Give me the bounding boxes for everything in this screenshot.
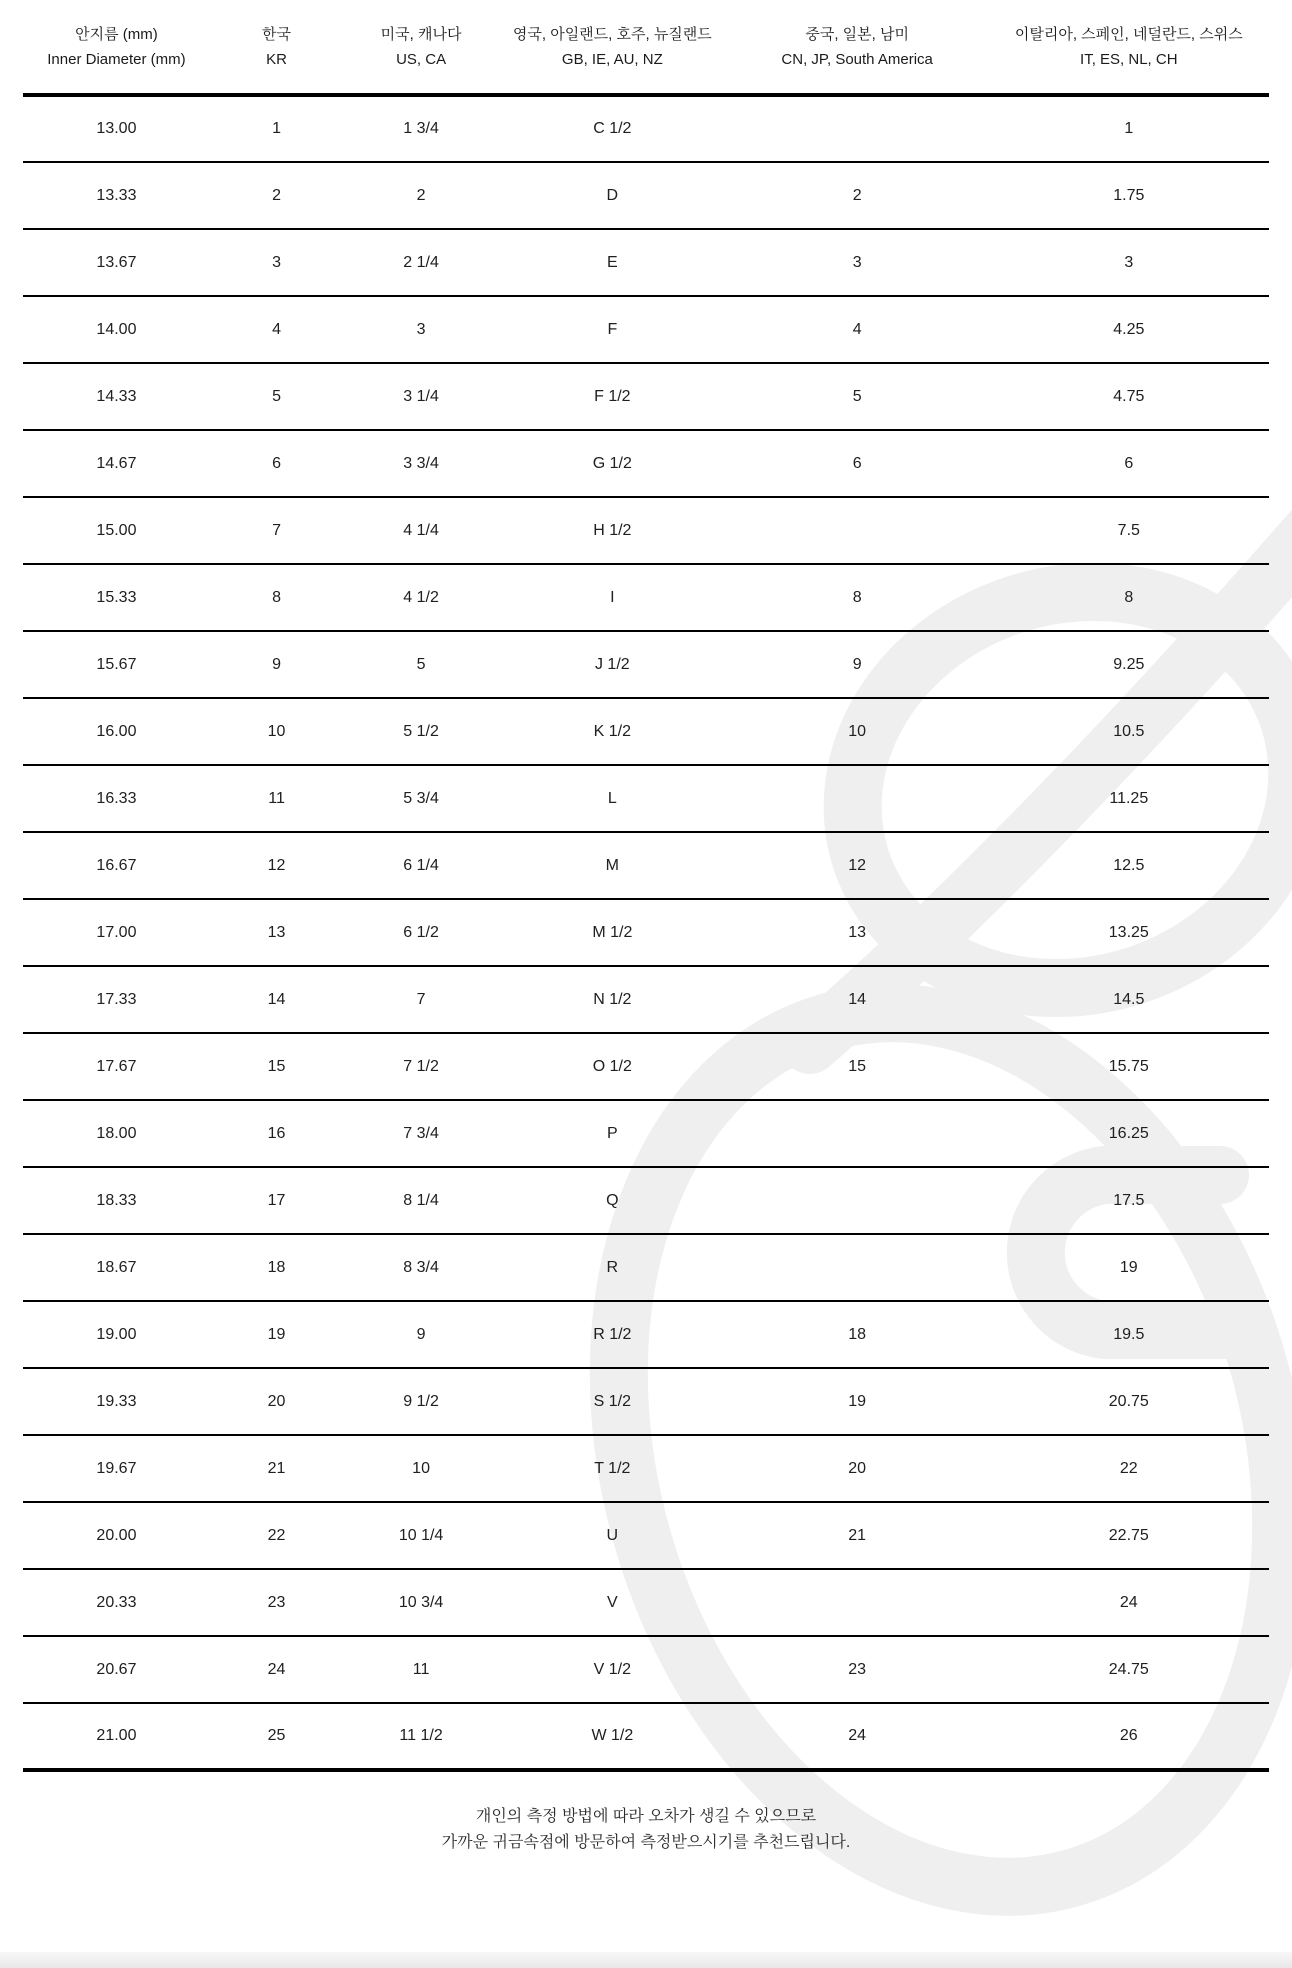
cell-it-es-nl-ch: 10.5 bbox=[1113, 722, 1145, 740]
column-header-cn-jp-sa bbox=[726, 0, 989, 95]
cell-cn-jp-sa: 4 bbox=[852, 320, 862, 338]
cell-kr: 24 bbox=[267, 1660, 286, 1678]
cell-kr: 3 bbox=[272, 253, 281, 271]
table-row bbox=[23, 1368, 1269, 1435]
cell-cn-jp-sa bbox=[726, 95, 989, 162]
table-row bbox=[23, 1502, 1269, 1569]
cell-cn-jp-sa: 23 bbox=[848, 1660, 867, 1678]
cell-diameter: 13.33 bbox=[96, 186, 137, 204]
cell-kr: 8 bbox=[272, 588, 281, 606]
cell-us-ca: 1 3/4 bbox=[403, 120, 439, 137]
cell-gb-ie-au-nz: H 1/2 bbox=[593, 521, 632, 539]
cell-it-es-nl-ch: 8 bbox=[1124, 588, 1134, 606]
cell-gb-ie-au-nz: E bbox=[607, 253, 618, 271]
cell-it-es-nl-ch: 4.75 bbox=[1113, 387, 1145, 405]
cell-us-ca: 11 1/2 bbox=[399, 1727, 443, 1744]
cell-kr: 7 bbox=[272, 521, 281, 539]
cell-kr: 22 bbox=[267, 1526, 286, 1544]
cell-cn-jp-sa: 12 bbox=[848, 856, 867, 874]
cell-us-ca: 3 1/4 bbox=[403, 387, 439, 405]
cell-gb-ie-au-nz: V 1/2 bbox=[593, 1660, 632, 1678]
cell-cn-jp-sa bbox=[726, 1167, 989, 1234]
cell-kr: 23 bbox=[267, 1593, 286, 1611]
cell-gb-ie-au-nz: D bbox=[606, 186, 619, 204]
cell-diameter: 17.00 bbox=[96, 923, 137, 941]
column-header-it-es-nl-ch bbox=[989, 0, 1269, 95]
table-row bbox=[23, 631, 1269, 698]
ring-size-table bbox=[23, 0, 1269, 1772]
cell-kr: 1 bbox=[272, 120, 281, 137]
cell-kr: 12 bbox=[267, 856, 286, 874]
cell-cn-jp-sa bbox=[726, 1234, 989, 1301]
cell-diameter: 18.33 bbox=[96, 1191, 137, 1209]
column-header-us-ca-line2: US, CA bbox=[396, 50, 447, 68]
cell-diameter: 14.33 bbox=[96, 387, 137, 405]
cell-cn-jp-sa bbox=[726, 1569, 989, 1636]
table-row bbox=[23, 430, 1269, 497]
column-header-us-ca bbox=[343, 0, 499, 95]
table-row bbox=[23, 1435, 1269, 1502]
cell-cn-jp-sa bbox=[726, 765, 989, 832]
cell-kr: 15 bbox=[267, 1057, 286, 1075]
cell-us-ca: 5 1/2 bbox=[403, 722, 439, 740]
table-row bbox=[23, 162, 1269, 229]
cell-cn-jp-sa: 15 bbox=[848, 1057, 867, 1075]
cell-diameter: 18.00 bbox=[96, 1124, 137, 1142]
bottom-strip bbox=[0, 1952, 1292, 1968]
column-header-diameter-line1: 안지름 (mm) bbox=[75, 25, 158, 43]
cell-diameter: 15.33 bbox=[96, 588, 137, 606]
cell-kr: 11 bbox=[268, 789, 285, 807]
cell-diameter: 19.00 bbox=[96, 1325, 137, 1343]
table-body bbox=[23, 95, 1269, 1770]
cell-diameter: 17.67 bbox=[96, 1057, 137, 1075]
cell-gb-ie-au-nz: R bbox=[606, 1258, 619, 1276]
cell-us-ca: 10 3/4 bbox=[398, 1593, 444, 1611]
cell-kr: 25 bbox=[267, 1727, 286, 1744]
cell-it-es-nl-ch: 4.25 bbox=[1113, 320, 1145, 338]
cell-it-es-nl-ch: 12.5 bbox=[1113, 856, 1145, 874]
cell-kr: 16 bbox=[267, 1124, 286, 1142]
cell-kr: 20 bbox=[267, 1392, 286, 1410]
cell-gb-ie-au-nz: M bbox=[605, 856, 619, 874]
table-row bbox=[23, 899, 1269, 966]
cell-gb-ie-au-nz: K 1/2 bbox=[593, 722, 632, 740]
cell-us-ca: 7 3/4 bbox=[403, 1124, 439, 1142]
cell-cn-jp-sa: 2 bbox=[852, 186, 862, 204]
cell-kr: 18 bbox=[267, 1258, 286, 1276]
cell-diameter: 20.67 bbox=[96, 1660, 137, 1678]
cell-gb-ie-au-nz: I bbox=[610, 588, 615, 606]
column-header-kr-line1: 한국 bbox=[262, 25, 292, 43]
cell-us-ca: 3 bbox=[416, 320, 426, 338]
cell-it-es-nl-ch: 1 bbox=[1124, 120, 1134, 137]
cell-diameter: 14.00 bbox=[96, 320, 137, 338]
table-header bbox=[23, 0, 1269, 95]
table-row bbox=[23, 1167, 1269, 1234]
column-header-cn-jp-sa-line1: 중국, 일본, 남미 bbox=[805, 25, 909, 43]
cell-us-ca: 2 bbox=[416, 186, 426, 204]
table-row bbox=[23, 1569, 1269, 1636]
cell-it-es-nl-ch: 26 bbox=[1119, 1727, 1138, 1744]
cell-diameter: 16.33 bbox=[96, 789, 137, 807]
table-row bbox=[23, 95, 1269, 162]
column-header-us-ca-line1: 미국, 캐나다 bbox=[380, 25, 462, 43]
cell-gb-ie-au-nz: Q bbox=[606, 1191, 619, 1209]
table-row bbox=[23, 1301, 1269, 1368]
footer-note-line2: 가까운 귀금속점에 방문하여 측정받으시기를 추천드립니다. bbox=[441, 1834, 851, 1851]
cell-gb-ie-au-nz: T 1/2 bbox=[594, 1459, 631, 1477]
cell-it-es-nl-ch: 17.5 bbox=[1113, 1191, 1145, 1209]
table-row bbox=[23, 698, 1269, 765]
cell-gb-ie-au-nz: P bbox=[607, 1124, 618, 1142]
cell-cn-jp-sa: 13 bbox=[848, 923, 867, 941]
cell-cn-jp-sa: 10 bbox=[848, 722, 867, 740]
table-row bbox=[23, 564, 1269, 631]
cell-us-ca: 7 1/2 bbox=[403, 1057, 439, 1075]
cell-diameter: 21.00 bbox=[96, 1727, 137, 1744]
cell-it-es-nl-ch: 24 bbox=[1119, 1593, 1138, 1611]
cell-gb-ie-au-nz: U bbox=[606, 1526, 619, 1544]
cell-cn-jp-sa: 8 bbox=[852, 588, 862, 606]
cell-us-ca: 4 1/4 bbox=[403, 521, 439, 539]
cell-diameter: 20.00 bbox=[96, 1526, 137, 1544]
cell-gb-ie-au-nz: V bbox=[607, 1593, 618, 1611]
cell-it-es-nl-ch: 19.5 bbox=[1113, 1325, 1145, 1343]
table-row bbox=[23, 229, 1269, 296]
cell-gb-ie-au-nz: W 1/2 bbox=[591, 1727, 634, 1744]
cell-diameter: 17.33 bbox=[96, 990, 137, 1008]
cell-diameter: 20.33 bbox=[96, 1593, 137, 1611]
cell-it-es-nl-ch: 24.75 bbox=[1108, 1660, 1149, 1678]
column-header-cn-jp-sa-line2: CN, JP, South America bbox=[781, 50, 933, 68]
cell-us-ca: 8 3/4 bbox=[403, 1258, 439, 1276]
cell-it-es-nl-ch: 20.75 bbox=[1108, 1392, 1149, 1410]
cell-diameter: 19.33 bbox=[96, 1392, 137, 1410]
cell-cn-jp-sa: 3 bbox=[852, 253, 862, 271]
header-row bbox=[23, 0, 1269, 95]
cell-us-ca: 9 bbox=[416, 1325, 426, 1343]
cell-gb-ie-au-nz: M 1/2 bbox=[592, 923, 633, 941]
column-header-diameter-line2: Inner Diameter (mm) bbox=[47, 50, 186, 68]
cell-diameter: 16.00 bbox=[96, 722, 137, 740]
cell-it-es-nl-ch: 15.75 bbox=[1108, 1057, 1149, 1075]
cell-cn-jp-sa: 6 bbox=[852, 454, 862, 472]
cell-us-ca: 3 3/4 bbox=[403, 454, 439, 472]
cell-kr: 14 bbox=[267, 990, 286, 1008]
cell-it-es-nl-ch: 22 bbox=[1119, 1459, 1138, 1477]
cell-kr: 6 bbox=[272, 454, 281, 472]
cell-gb-ie-au-nz: R 1/2 bbox=[593, 1325, 632, 1343]
column-header-kr-line2: KR bbox=[266, 50, 287, 68]
column-header-gb-ie-au-nz-line1: 영국, 아일랜드, 호주, 뉴질랜드 bbox=[512, 25, 712, 43]
table-row bbox=[23, 832, 1269, 899]
cell-us-ca: 2 1/4 bbox=[403, 253, 439, 271]
table-row bbox=[23, 1033, 1269, 1100]
column-header-gb-ie-au-nz bbox=[499, 0, 726, 95]
cell-cn-jp-sa: 24 bbox=[848, 1727, 867, 1744]
cell-kr: 19 bbox=[267, 1325, 286, 1343]
cell-us-ca: 4 1/2 bbox=[403, 588, 439, 606]
cell-it-es-nl-ch: 19 bbox=[1119, 1258, 1138, 1276]
cell-diameter: 15.67 bbox=[96, 655, 137, 673]
cell-cn-jp-sa: 5 bbox=[852, 387, 862, 405]
cell-us-ca: 9 1/2 bbox=[403, 1392, 439, 1410]
table-row bbox=[23, 765, 1269, 832]
cell-it-es-nl-ch: 14.5 bbox=[1113, 990, 1145, 1008]
cell-us-ca: 5 3/4 bbox=[403, 789, 439, 807]
cell-cn-jp-sa: 14 bbox=[848, 990, 867, 1008]
cell-kr: 13 bbox=[267, 923, 286, 941]
table-row bbox=[23, 296, 1269, 363]
cell-us-ca: 10 1/4 bbox=[398, 1526, 444, 1544]
cell-it-es-nl-ch: 3 bbox=[1124, 253, 1134, 271]
cell-diameter: 14.67 bbox=[96, 454, 137, 472]
footer-note-line1: 개인의 측정 방법에 따라 오차가 생길 수 있으므로 bbox=[475, 1808, 817, 1825]
cell-cn-jp-sa: 20 bbox=[848, 1459, 867, 1477]
cell-gb-ie-au-nz: N 1/2 bbox=[593, 990, 632, 1008]
cell-gb-ie-au-nz: L bbox=[607, 789, 617, 807]
cell-kr: 9 bbox=[272, 655, 281, 673]
cell-cn-jp-sa: 18 bbox=[848, 1325, 867, 1343]
cell-diameter: 19.67 bbox=[96, 1459, 137, 1477]
column-header-it-es-nl-ch-line2: IT, ES, NL, CH bbox=[1080, 50, 1178, 68]
table-row bbox=[23, 1234, 1269, 1301]
cell-cn-jp-sa: 21 bbox=[848, 1526, 867, 1544]
cell-it-es-nl-ch: 22.75 bbox=[1108, 1526, 1149, 1544]
cell-it-es-nl-ch: 6 bbox=[1124, 454, 1134, 472]
cell-it-es-nl-ch: 11.25 bbox=[1109, 789, 1149, 807]
table-row bbox=[23, 1100, 1269, 1167]
cell-us-ca: 7 bbox=[416, 990, 426, 1008]
cell-diameter: 15.00 bbox=[96, 521, 137, 539]
column-header-it-es-nl-ch-line1: 이탈리아, 스페인, 네덜란드, 스위스 bbox=[1014, 25, 1243, 43]
cell-cn-jp-sa bbox=[726, 1100, 989, 1167]
column-header-diameter bbox=[23, 0, 210, 95]
cell-it-es-nl-ch: 7.5 bbox=[1117, 521, 1140, 539]
cell-us-ca: 5 bbox=[416, 655, 426, 673]
cell-kr: 4 bbox=[272, 320, 281, 338]
cell-kr: 5 bbox=[272, 387, 281, 405]
cell-it-es-nl-ch: 1.75 bbox=[1113, 186, 1145, 204]
cell-gb-ie-au-nz: F 1/2 bbox=[594, 387, 631, 405]
cell-us-ca: 8 1/4 bbox=[403, 1191, 439, 1209]
cell-it-es-nl-ch: 16.25 bbox=[1108, 1124, 1149, 1142]
cell-gb-ie-au-nz: C 1/2 bbox=[593, 120, 632, 137]
cell-kr: 10 bbox=[267, 722, 286, 740]
cell-kr: 17 bbox=[267, 1191, 286, 1209]
table-row bbox=[23, 966, 1269, 1033]
column-header-kr bbox=[210, 0, 343, 95]
cell-it-es-nl-ch: 9.25 bbox=[1113, 655, 1145, 673]
table-row bbox=[23, 1636, 1269, 1703]
table-row bbox=[23, 363, 1269, 430]
cell-us-ca: 10 bbox=[412, 1459, 430, 1477]
cell-us-ca: 11 bbox=[412, 1660, 430, 1678]
cell-diameter: 16.67 bbox=[96, 856, 137, 874]
table-row bbox=[23, 497, 1269, 564]
cell-gb-ie-au-nz: S 1/2 bbox=[593, 1392, 632, 1410]
cell-kr: 2 bbox=[272, 186, 281, 204]
cell-cn-jp-sa bbox=[726, 497, 989, 564]
cell-gb-ie-au-nz: J 1/2 bbox=[594, 655, 630, 673]
cell-diameter: 18.67 bbox=[96, 1258, 137, 1276]
cell-us-ca: 6 1/2 bbox=[403, 923, 439, 941]
cell-us-ca: 6 1/4 bbox=[403, 856, 439, 874]
cell-gb-ie-au-nz: F bbox=[607, 320, 618, 338]
column-header-gb-ie-au-nz-line2: GB, IE, AU, NZ bbox=[561, 50, 663, 68]
cell-diameter: 13.00 bbox=[96, 120, 137, 137]
cell-kr: 21 bbox=[267, 1459, 286, 1477]
cell-it-es-nl-ch: 13.25 bbox=[1108, 923, 1149, 941]
footer-note bbox=[23, 1772, 1269, 1856]
cell-cn-jp-sa: 9 bbox=[852, 655, 862, 673]
cell-diameter: 13.67 bbox=[96, 253, 137, 271]
cell-gb-ie-au-nz: G 1/2 bbox=[592, 454, 632, 472]
cell-gb-ie-au-nz: O 1/2 bbox=[592, 1057, 632, 1075]
cell-cn-jp-sa: 19 bbox=[848, 1392, 867, 1410]
table-row bbox=[23, 1703, 1269, 1770]
